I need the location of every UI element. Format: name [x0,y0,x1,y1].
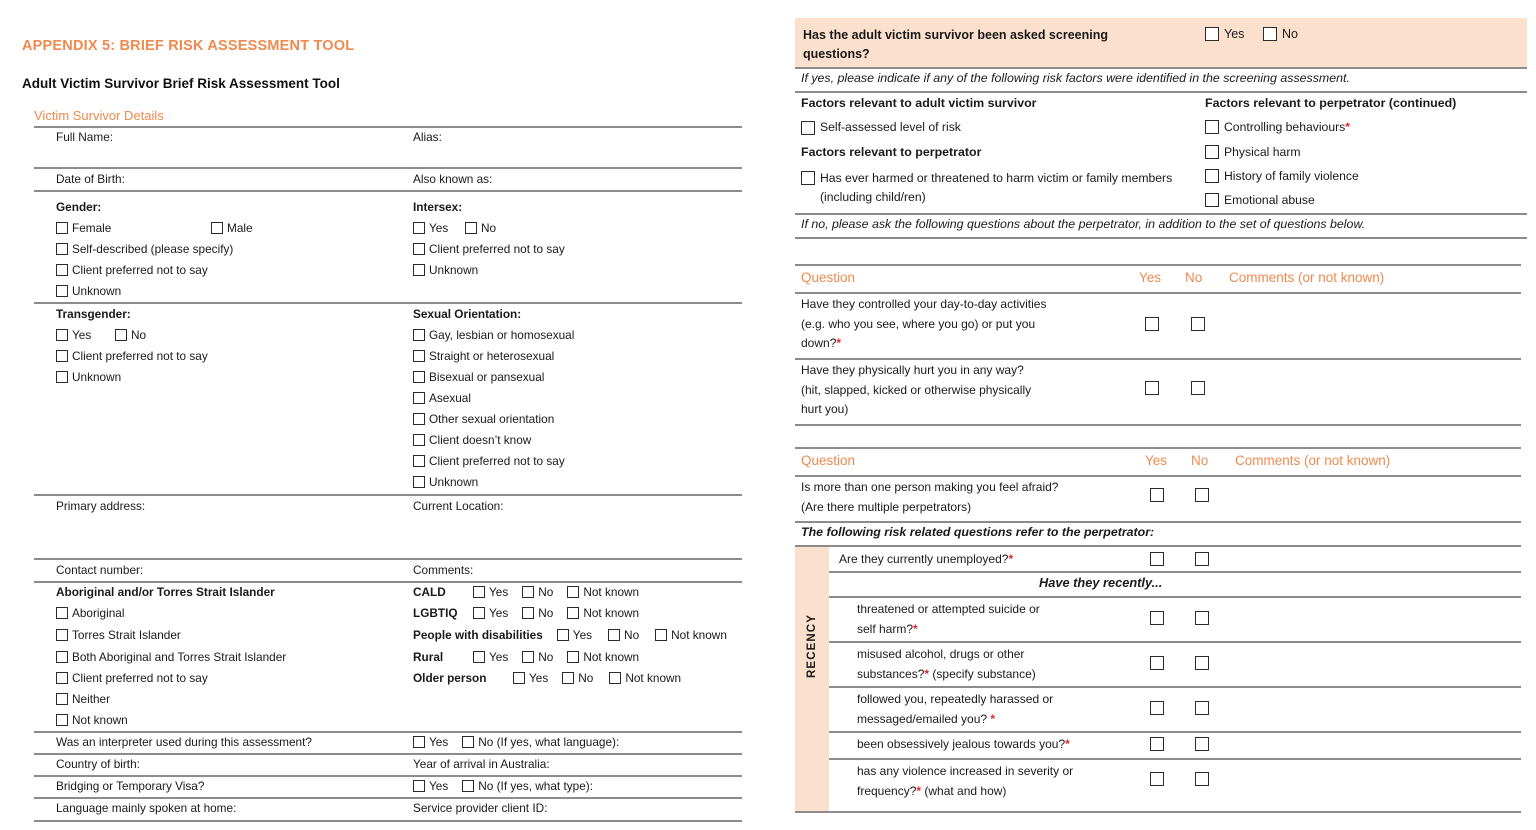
current-location-label: Current Location: [413,499,504,513]
factors-perpetrator-heading: Factors relevant to perpetrator [801,145,982,159]
cohort-row-rural[interactable] [413,650,639,664]
option-label: No [538,650,554,664]
divider [795,91,1527,93]
primary-address-label: Primary address: [56,499,146,513]
cohort-row-disabilities[interactable] [413,628,727,642]
table1-row-0-question [801,295,1131,354]
recency-row-0-no-checkbox[interactable] [1195,611,1209,625]
checkbox-icon[interactable] [56,629,68,641]
factor-history-of-family-violence[interactable] [1205,169,1359,183]
checkbox-icon[interactable] [56,651,68,663]
line: messaged/emailed you? [857,711,988,726]
checkbox-icon[interactable] [413,392,425,404]
checkbox-icon[interactable] [513,672,525,684]
recency-row-0-question [857,600,1137,639]
checkbox-icon[interactable] [462,780,474,792]
sexual-orientation-option-6[interactable] [413,454,565,468]
option-label: Yes [1224,27,1245,41]
divider [34,820,742,822]
checkbox-icon[interactable] [56,693,68,705]
checkbox-icon[interactable] [413,243,425,255]
cohort-label: Rural [413,650,444,664]
sexual-orientation-option-3[interactable] [413,391,471,405]
checkbox-icon[interactable] [1205,193,1219,207]
option-label: No [624,628,640,642]
checkbox-icon[interactable] [801,121,815,135]
checkbox-icon[interactable] [413,736,425,748]
option-label: Not known [72,713,128,727]
line: self harm? [857,621,914,636]
have-they-recently-header: Have they recently... [1039,575,1163,590]
transgender-option-unknown[interactable] [56,370,121,384]
option-label: Unknown [72,284,122,298]
table2-intro-no-checkbox[interactable] [1195,488,1209,502]
line-trailing: (specify substance) [929,666,1036,681]
option-label: No [131,328,147,342]
checkbox-icon[interactable] [211,222,223,234]
recency-row-4-yes-checkbox[interactable] [1150,772,1164,786]
sexual-orientation-option-2[interactable] [413,370,544,384]
recency-row-1-question [857,645,1147,684]
table2-intro-yes-checkbox[interactable] [1150,488,1164,502]
option-label: Unknown [429,475,479,489]
divider [829,686,1521,688]
line: substances? [857,666,925,681]
option-label: Physical harm [1224,145,1301,159]
checkbox-icon[interactable] [567,607,579,619]
checkbox-icon[interactable] [462,736,474,748]
table2-unemployed-no-checkbox[interactable] [1195,552,1209,566]
option-label: No [538,585,554,599]
intersex-option-no[interactable] [465,221,496,235]
divider [795,358,1521,360]
checkbox-icon[interactable] [557,629,569,641]
checkbox-icon[interactable] [473,651,485,663]
option-label: Yes [572,628,593,642]
factors-perpetrator-continued-heading: Factors relevant to perpetrator (continued) [1205,96,1457,110]
table2-header-no: No [1191,453,1209,468]
sexual-orientation-option-7[interactable] [413,475,478,489]
option-label: Female [72,221,112,235]
line: been obsessively jealous towards you? [857,737,1066,751]
option-label: No [538,606,554,620]
checkbox-icon[interactable] [56,607,68,619]
checkbox-icon[interactable] [473,607,485,619]
required-asterisk: * [1345,120,1351,134]
cohort-label: LGBTIQ [413,606,458,620]
divider [34,126,742,128]
table1-row-0-no-checkbox[interactable] [1191,317,1205,331]
checkbox-icon[interactable] [56,672,68,684]
transgender-option-preferred-not-to-say[interactable] [56,349,208,363]
divider [795,521,1521,523]
if-yes-note: If yes, please indicate if any of the following risk factors were identified in the screening assessment. [801,71,1350,85]
table1-row-1-no-checkbox[interactable] [1191,381,1205,395]
atsi-option-4[interactable] [56,692,110,706]
checkbox-icon[interactable] [56,285,68,297]
option-label: Yes [489,585,509,599]
language-at-home-label: Language mainly spoken at home: [56,801,237,815]
sexual-orientation-option-4[interactable] [413,412,554,426]
section-heading-victim-survivor-details: Victim Survivor Details [34,108,164,123]
option-label: No [1282,27,1298,41]
transgender-option-no[interactable] [115,328,146,342]
transgender-heading: Transgender: [56,307,131,321]
checkbox-icon[interactable] [56,714,68,726]
checkbox-icon[interactable] [609,672,621,684]
option-label: Yes [529,671,549,685]
required-asterisk: * [913,621,918,636]
table1-header-no: No [1185,270,1203,285]
option-label: Yes [72,328,92,342]
line: (Are there multiple perpetrators) [801,499,972,514]
atsi-option-0[interactable] [56,606,124,620]
year-of-arrival-label: Year of arrival in Australia: [413,757,550,771]
screening-answer-yes[interactable] [1205,27,1244,41]
recency-row-3-yes-checkbox[interactable] [1150,737,1164,751]
date-of-birth-label: Date of Birth: [56,172,125,186]
option-label: Other sexual orientation [429,412,555,426]
line: Are they currently unemployed? [839,552,1009,566]
recency-row-3-question [857,735,1147,755]
visa-question: Bridging or Temporary Visa? [56,779,205,793]
visa-answers[interactable] [413,779,593,793]
right-column [795,0,1530,830]
option-label: Yes [429,221,449,235]
line: hurt you) [801,402,849,416]
divider [34,494,742,496]
document-subtitle: Adult Victim Survivor Brief Risk Assessment Tool [22,76,340,91]
option-label: Yes [429,779,449,793]
required-asterisk: * [836,336,842,350]
checkbox-icon[interactable] [115,329,127,341]
table2-unemployed-yes-checkbox[interactable] [1150,552,1164,566]
option-label: Client doesn’t know [429,433,532,447]
sexual-orientation-heading: Sexual Orientation: [413,307,522,321]
checkbox-icon[interactable] [465,222,477,234]
required-asterisk: * [990,711,996,726]
checkbox-icon[interactable] [413,434,425,446]
also-known-as-label: Also known as: [413,172,493,186]
divider [829,758,1521,760]
option-label: Client preferred not to say [72,671,208,685]
option-label: Yes [489,606,509,620]
option-label: No [481,221,497,235]
option-label: Not known [583,606,640,620]
interpreter-question: Was an interpreter used during this assessment? [56,735,312,749]
option-label: Not known [671,628,727,642]
factor-physical-harm[interactable] [1205,145,1301,159]
divider [795,213,1527,215]
option-label: Client preferred not to say [429,454,565,468]
checkbox-icon[interactable] [56,222,68,234]
gender-option-preferred-not-to-say[interactable] [56,263,208,277]
option-label: Not known [583,585,640,599]
table1-bottom-rule [795,424,1521,426]
divider [34,167,742,169]
checkbox-icon[interactable] [522,586,534,598]
checkbox-icon[interactable] [413,350,425,362]
checkbox-icon[interactable] [413,329,425,341]
checkbox-icon[interactable] [56,350,68,362]
divider [829,571,1521,573]
table1-row-1-question [801,361,1131,420]
intersex-option-unknown[interactable] [413,263,478,277]
checkbox-icon[interactable] [1205,169,1219,183]
intersex-heading: Intersex: [413,200,463,214]
country-of-birth-label: Country of birth: [56,757,140,771]
option-label: Asexual [429,391,471,405]
recency-row-3-no-checkbox[interactable] [1195,737,1209,751]
option-label: Client preferred not to say [429,242,565,256]
screening-question: Has the adult victim survivor been asked screening questions? [803,28,1108,61]
table2-header-comments: Comments (or not known) [1235,453,1391,468]
cohort-row-cald[interactable] [413,585,639,599]
factor-self-assessed-level-of-risk[interactable] [801,120,961,135]
divider [34,302,742,304]
contact-number-label: Contact number: [56,563,144,577]
checkbox-icon[interactable] [56,264,68,276]
recency-row-2-question [857,690,1147,729]
checkbox-icon[interactable] [413,780,425,792]
checkbox-icon[interactable] [413,455,425,467]
sexual-orientation-option-5[interactable] [413,433,531,447]
divider [34,775,742,777]
option-label: Straight or heterosexual [429,349,555,363]
required-asterisk: * [916,783,922,798]
line: frequency? [857,783,917,798]
checkbox-icon[interactable] [801,171,815,185]
cohort-label: People with disabilities [413,628,543,642]
atsi-option-1[interactable] [56,628,181,642]
table1-top-rule [795,264,1521,266]
recency-row-2-yes-checkbox[interactable] [1150,701,1164,715]
factor-has-ever-harmed[interactable] [801,169,1193,207]
checkbox-icon[interactable] [562,672,574,684]
table1-header-question: Question [801,270,856,285]
line: followed you, repeatedly harassed or [857,692,1054,706]
option-label: No (If yes, what language): [478,735,620,749]
checkbox-icon[interactable] [56,371,68,383]
checkbox-icon[interactable] [522,607,534,619]
page-title: APPENDIX 5: BRIEF RISK ASSESSMENT TOOL [22,38,355,54]
checkbox-icon[interactable] [1263,27,1277,41]
table1-header-comments: Comments (or not known) [1229,270,1385,285]
checkbox-icon[interactable] [413,222,425,234]
checkbox-icon[interactable] [1205,27,1219,41]
checkbox-icon[interactable] [608,629,620,641]
recency-row-2-no-checkbox[interactable] [1195,701,1209,715]
option-label: Has ever harmed or threatened to harm victim or family members (including child/ren) [820,171,1173,204]
divider [34,581,742,583]
checkbox-icon[interactable] [567,651,579,663]
divider [34,797,742,799]
table1-row-0-yes-checkbox[interactable] [1145,317,1159,331]
gender-option-self-described[interactable] [56,242,233,256]
divider [795,475,1521,477]
gender-option-female[interactable] [56,221,111,235]
checkbox-icon[interactable] [56,243,68,255]
checkbox-icon[interactable] [56,329,68,341]
option-label: Emotional abuse [1224,193,1315,207]
screening-answer-no[interactable] [1263,27,1298,41]
option-label: Yes [429,735,449,749]
recency-row-4-no-checkbox[interactable] [1195,772,1209,786]
atsi-option-5[interactable] [56,713,128,727]
if-no-note: If no, please ask the following questions about the perpetrator, in addition to the set of questions below. [801,217,1366,231]
line-trailing: (what and how) [921,783,1007,798]
cohort-label: CALD [413,585,446,599]
option-label: Self-assessed level of risk [820,120,961,134]
checkbox-icon[interactable] [522,651,534,663]
option-label: Not known [583,650,640,664]
comments-label: Comments: [413,563,474,577]
checkbox-icon[interactable] [1205,145,1219,159]
divider [34,190,742,192]
recency-label: RECENCY [806,614,818,678]
alias-label: Alias: [413,130,442,144]
option-label: No (If yes, what type): [478,779,593,793]
divider [795,292,1521,294]
service-provider-client-id-label: Service provider client ID: [413,801,548,815]
divider [34,753,742,755]
checkbox-icon[interactable] [473,586,485,598]
option-label: Self-described (please specify) [72,242,234,256]
line: down? [801,336,837,350]
intersex-option-preferred-not-to-say[interactable] [413,242,565,256]
table1-header-yes: Yes [1139,270,1162,285]
line: has any violence increased in severity or [857,764,1074,778]
option-label: Aboriginal [72,606,125,620]
option-label: Unknown [429,263,479,277]
option-label: Neither [72,692,111,706]
cohort-label: Older person [413,671,487,685]
option-label: Yes [489,650,509,664]
transgender-option-yes[interactable] [56,328,91,342]
perpetrator-note: The following risk related questions refer to the perpetrator: [801,525,1155,539]
atsi-heading: Aboriginal and/or Torres Strait Islander [56,585,275,599]
required-asterisk: * [1065,737,1070,751]
option-label: Gay, lesbian or homosexual [429,328,575,342]
option-label: Client preferred not to say [72,349,208,363]
divider [795,237,1527,239]
divider [34,558,742,560]
table1-row-1-yes-checkbox[interactable] [1145,381,1159,395]
divider [795,545,1521,547]
line: Have they controlled your day-to-day activities [801,297,1047,311]
checkbox-icon[interactable] [655,629,667,641]
checkbox-icon[interactable] [413,413,425,425]
atsi-option-2[interactable] [56,650,286,664]
full-name-label: Full Name: [56,130,114,144]
factor-emotional-abuse[interactable] [1205,193,1315,207]
checkbox-icon[interactable] [1205,120,1219,134]
divider [795,67,1527,69]
intersex-option-yes[interactable] [413,221,448,235]
table2-header-question: Question [801,453,856,468]
cohort-row-lgbtiq[interactable] [413,606,639,620]
left-column [22,0,742,830]
option-label: Bisexual or pansexual [429,370,545,384]
option-label: No [578,671,594,685]
recency-row-1-no-checkbox[interactable] [1195,656,1209,670]
required-asterisk: * [1008,552,1014,566]
recency-row-1-yes-checkbox[interactable] [1150,656,1164,670]
checkbox-icon[interactable] [413,476,425,488]
checkbox-icon[interactable] [567,586,579,598]
gender-option-male[interactable] [211,221,253,235]
atsi-option-3[interactable] [56,671,208,685]
table2-bottom-rule [795,811,1521,813]
table2-header-yes: Yes [1145,453,1168,468]
table2-unemployed-question [839,550,1139,570]
line: misused alcohol, drugs or other [857,647,1025,661]
table2-intro-question [801,478,1137,517]
option-label: Both Aboriginal and Torres Strait Islander [72,650,287,664]
checkbox-icon[interactable] [413,371,425,383]
line: Have they physically hurt you in any way? [801,363,1024,377]
line: (hit, slapped, kicked or otherwise physically [801,382,1032,397]
table2-top-rule [795,447,1521,449]
factor-controlling-behaviours[interactable] [1205,120,1350,134]
option-label: Not known [625,671,682,685]
divider [829,641,1521,643]
sexual-orientation-option-0[interactable] [413,328,574,342]
recency-row-0-yes-checkbox[interactable] [1150,611,1164,625]
required-asterisk: * [924,666,930,681]
factors-victim-heading: Factors relevant to adult victim survivor [801,96,1037,110]
checkbox-icon[interactable] [413,264,425,276]
option-label: Torres Strait Islander [72,628,181,642]
divider [34,731,742,733]
interpreter-answers[interactable] [413,735,619,749]
cohort-row-older-person[interactable] [413,671,681,685]
line: threatened or attempted suicide or [857,602,1040,616]
recency-row-4-question [857,762,1149,801]
line: (e.g. who you see, where you go) or put you [801,316,1036,331]
divider [829,731,1521,733]
option-label: Controlling behaviours [1224,120,1346,134]
option-label: Unknown [72,370,122,384]
sexual-orientation-option-1[interactable] [413,349,554,363]
line: Is more than one person making you feel afraid? [801,480,1059,494]
gender-option-unknown[interactable] [56,284,121,298]
gender-heading: Gender: [56,200,102,214]
option-label: History of family violence [1224,169,1359,183]
option-label: Male [227,221,253,235]
divider [829,596,1521,598]
option-label: Client preferred not to say [72,263,208,277]
